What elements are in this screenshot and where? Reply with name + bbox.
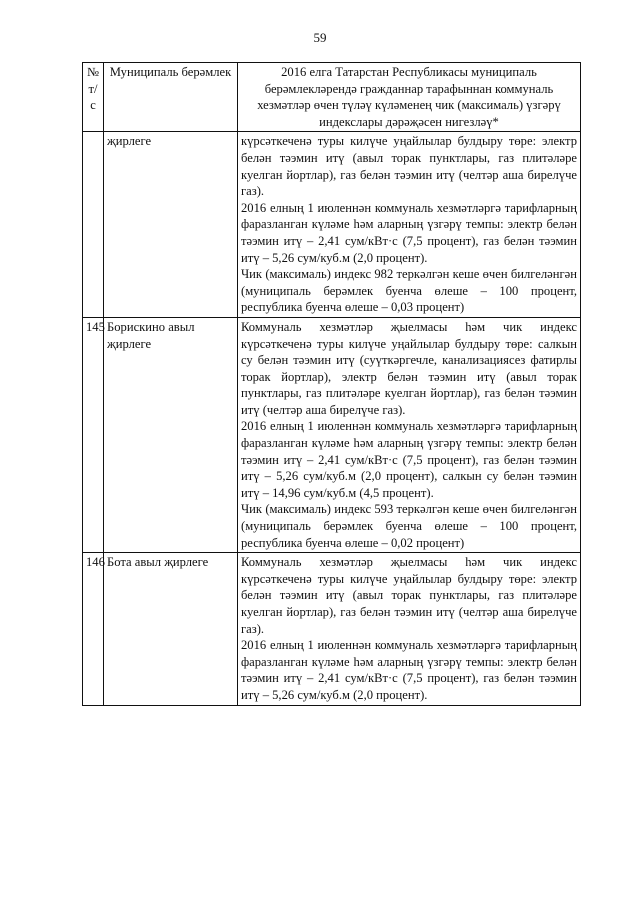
row-num: 145 (83, 317, 104, 552)
row-description (238, 317, 581, 552)
row-num: 146 (83, 553, 104, 705)
header-description: 2016 елга Татарстан Республикасы муниципаль берәмлекләрендә гражданнар тарафыннан коммуналь хезмәтләр өчен түләү күләменең чик (максималь) үзгәрү индекслары дәрәҗәсен нигезләү* (238, 63, 581, 132)
row-num (83, 132, 104, 318)
row-description (238, 553, 581, 705)
row-paragraph: күрсәткеченә туры килүче уңайлылар булдыру төре: электр белән тәэмин итү (авыл торак пунктлары, газ плитәләре куелган йортлар), газ белән тәэмин итү (челтәр аша бирелүче газ). (241, 134, 577, 199)
row-paragraph: Чик (максималь) индекс 982 теркәлгән кеше өчен билгеләнгән (муниципаль берәмлек буенча өлеше – 100 процент, республика буенча өлеше – 0,03 процент) (241, 267, 577, 315)
row-paragraph: Коммуналь хезмәтләр җыелмасы һәм чик индекс күрсәткеченә туры килүче уңайлылар булдыру төре: салкын су белән тәэмин итү (суүткәргечле, канализациясез фатирлы торак йортлар), электр белән тәэмин итү (авыл торак пунктлары, газ плитәләре куелган йортлар), газ белән тәэмин итү (челтәр аша бирелүче газ). (241, 319, 577, 417)
row-municipality: җирлеге (104, 132, 238, 318)
row-paragraph: 2016 елның 1 июленнән коммуналь хезмәтләргә тарифларның фаразланган күләме һәм аларның үзгәрү темпы: электр белән тәэмин итү – 2,41 сум/кВт·с (7,5 процент), газ белән тәэмин итү – 5,26 сум/куб.м (2,0 процент). (241, 200, 577, 265)
table-header-row (83, 63, 581, 132)
table-row (83, 553, 581, 705)
header-num: № т/с (83, 63, 104, 132)
row-paragraph: Чик (максималь) индекс 593 теркәлгән кеше өчен билгеләнгән (муниципаль берәмлек буенча өлеше – 100 процент, республика буенча өлеше – 0,02 процент) (241, 502, 577, 550)
table-row (83, 132, 581, 318)
row-municipality: Борискино авыл җирлеге (104, 317, 238, 552)
row-description (238, 132, 581, 318)
row-municipality: Бота авыл җирлеге (104, 553, 238, 705)
tariff-index-table (82, 62, 581, 706)
table-row (83, 317, 581, 552)
page-number: 59 (313, 30, 327, 45)
header-municipality: Муниципаль берәмлек (104, 63, 238, 132)
row-paragraph: Коммуналь хезмәтләр җыелмасы һәм чик индекс күрсәткеченә туры килүче уңайлылар булдыру төре: электр белән тәэмин итү (авыл торак пунктлары, газ плитәләре куелган йортлар), газ белән тәэмин итү (челтәр аша бирелүче газ). (241, 555, 577, 636)
row-paragraph: 2016 елның 1 июленнән коммуналь хезмәтләргә тарифларның фаразланган күләме һәм аларның үзгәрү темпы: электр белән тәэмин итү – 2,41 сум/кВт·с (7,5 процент), газ белән тәэмин итү – 5,26 сум/куб.м (2,0 процент), салкын су белән тәэмин итү – 14,96 сум/куб.м (4,5 процент). (241, 419, 577, 500)
row-paragraph: 2016 елның 1 июленнән коммуналь хезмәтләргә тарифларның фаразланган күләме һәм аларның үзгәрү темпы: электр белән тәэмин итү – 2,41 сум/кВт·с (7,5 процент), газ белән тәэмин итү – 5,26 сум/куб.м (2,0 процент). (241, 638, 577, 702)
